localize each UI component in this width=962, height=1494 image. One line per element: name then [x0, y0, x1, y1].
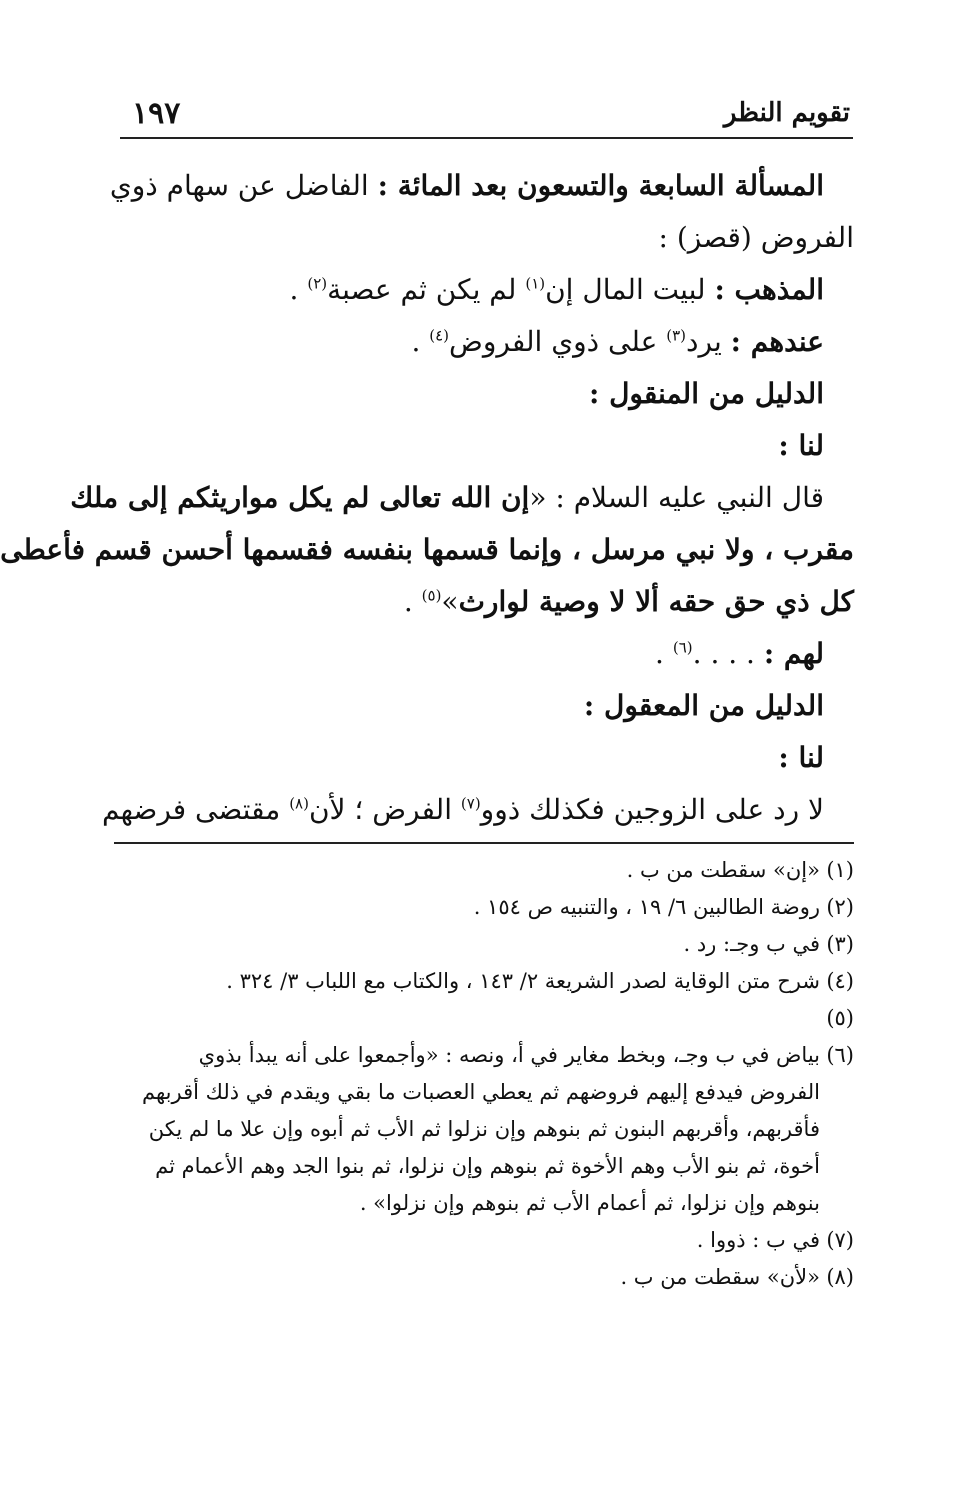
hadith-text: كل ذي حق حقه ألا لا وصية لوارث: [458, 585, 854, 618]
issue-heading: المسألة السابعة والتسعون بعد المائة :: [377, 169, 824, 202]
hadith-text: إن الله تعالى لم يكل مواريثكم إلى ملك: [70, 481, 530, 514]
footnote-number: (٧): [826, 1228, 854, 1252]
footnote-text: في ب : ذووا .: [696, 1228, 820, 1252]
footnote-3: [114, 926, 854, 963]
footnote-6: [114, 1037, 854, 1074]
hadith-intro: قال النبي عليه السلام : «: [529, 481, 824, 514]
page-number: ١٩٧: [132, 96, 181, 131]
running-title: تقويم النظر: [723, 98, 850, 128]
footnote-number: (٢): [826, 895, 854, 919]
madhhab-line: [119, 264, 854, 316]
madhhab-label: المذهب :: [714, 273, 824, 306]
footnote-ref: (٦): [672, 638, 693, 657]
footnote-6-continuation: الفروض فيدفع إليهم فروضهم ثم يعطي العصبات ما بقي ويقدم في ذلك أقربهم: [142, 1080, 820, 1104]
madhhab-text: لبيت المال إن: [545, 273, 715, 306]
lahum-label: لهم :: [763, 637, 824, 670]
footnote-text: «إن» سقطت من ب .: [626, 858, 820, 882]
issue-code: الفروض (قصز) :: [658, 221, 854, 254]
hadith-line-2: مقرب ، ولا نبي مرسل ، وإنما قسمها بنفسه فقسمها أحسن قسم فأعطى: [0, 533, 854, 566]
issue-heading-rest: الفاضل عن سهام ذوي: [109, 169, 378, 202]
footnote-ref: (٨): [289, 794, 309, 813]
sentence-end: .: [411, 325, 430, 358]
lahum-dots: . . . .: [692, 637, 764, 670]
lahum-line: [119, 628, 854, 680]
issue-heading-line-2: [119, 212, 854, 264]
footnote-6-continuation: فأقربهم، وأقربهم البنون ثم بنوهم وإن نزلوا ثم الأب ثم أبوه وإن علا ما لم يكن: [148, 1117, 820, 1141]
footnote-number: (٤): [826, 969, 854, 993]
footnote-8: [114, 1259, 854, 1296]
indahum-line: [119, 316, 854, 368]
footnote-text: «لأن» سقطت من ب .: [620, 1265, 820, 1289]
sentence-end: .: [289, 273, 308, 306]
footnote-ref: (١): [525, 274, 546, 293]
footnote-ref: (٢): [307, 274, 328, 293]
footnote-ref: (٧): [460, 794, 481, 813]
footnote-text: شرح متن الوقاية لصدر الشريعة ٢/ ١٤٣ ، والكتاب مع اللباب ٣/ ٣٢٤ .: [226, 969, 820, 993]
lana-heading: لنا :: [778, 429, 824, 462]
indahum-label: عندهم :: [730, 325, 824, 358]
footnote-ref: (٣): [666, 326, 687, 345]
last-text: الفرض ؛ لأن: [308, 793, 461, 826]
footnote-text: روضة الطالبين ٦/ ١٩ ، والتنبيه ص ١٥٤ .: [473, 895, 820, 919]
footnote-1: [114, 852, 854, 889]
sentence-end: .: [403, 585, 422, 618]
madhhab-text: لم يكن ثم عصبة: [327, 273, 526, 306]
indahum-text: يرد: [686, 325, 731, 358]
footnotes: [114, 852, 854, 1296]
footnote-4: [114, 963, 854, 1000]
dalil-manqul-heading: الدليل من المنقول :: [588, 377, 824, 410]
footnote-text: بياض في ب وجـ، وبخط مغاير في أ، ونصه : «وأجمعوا على أنه يبدأ بذوي: [198, 1043, 820, 1067]
footnote-number: (٨): [826, 1265, 854, 1289]
footnote-number: (٦): [826, 1043, 854, 1067]
quote-close: »: [441, 585, 459, 618]
footnote-number: (٣): [826, 932, 854, 956]
footnote-divider: [114, 842, 854, 844]
header-divider: [120, 137, 853, 139]
footnote-5: [114, 1000, 854, 1037]
footnote-7: [114, 1222, 854, 1259]
main-text: [0, 160, 854, 836]
last-text: لا رد على الزوجين فكذلك ذوو: [480, 793, 824, 826]
lana-heading-2: لنا :: [778, 741, 824, 774]
footnote-number: (١): [826, 858, 854, 882]
issue-heading-line: [109, 160, 854, 212]
dalil-maqul-heading: الدليل من المعقول :: [583, 689, 824, 722]
indahum-text: على ذوي الفروض: [449, 325, 667, 358]
footnote-text: في ب وجـ: رد .: [683, 932, 820, 956]
footnote-ref: (٥): [421, 586, 442, 605]
footnote-number: (٥): [826, 1006, 854, 1030]
last-line: [102, 784, 854, 836]
footnote-6-continuation: بنوهم وإن نزلوا، ثم أعمام الأب ثم بنوهم وإن نزلوا» .: [359, 1191, 820, 1215]
footnote-ref: (٤): [429, 326, 450, 345]
hadith-line-1: [70, 472, 854, 524]
last-text: مقتضى فرضهم: [102, 793, 290, 826]
footnote-6-continuation: أخوة، ثم بنو الأب وهم الأخوة ثم بنوهم وإن نزلوا، ثم بنوا الجد وهم الأعمام ثم: [155, 1154, 820, 1178]
footnote-2: [114, 889, 854, 926]
hadith-line-3: [119, 576, 854, 628]
sentence-end: .: [655, 637, 673, 670]
